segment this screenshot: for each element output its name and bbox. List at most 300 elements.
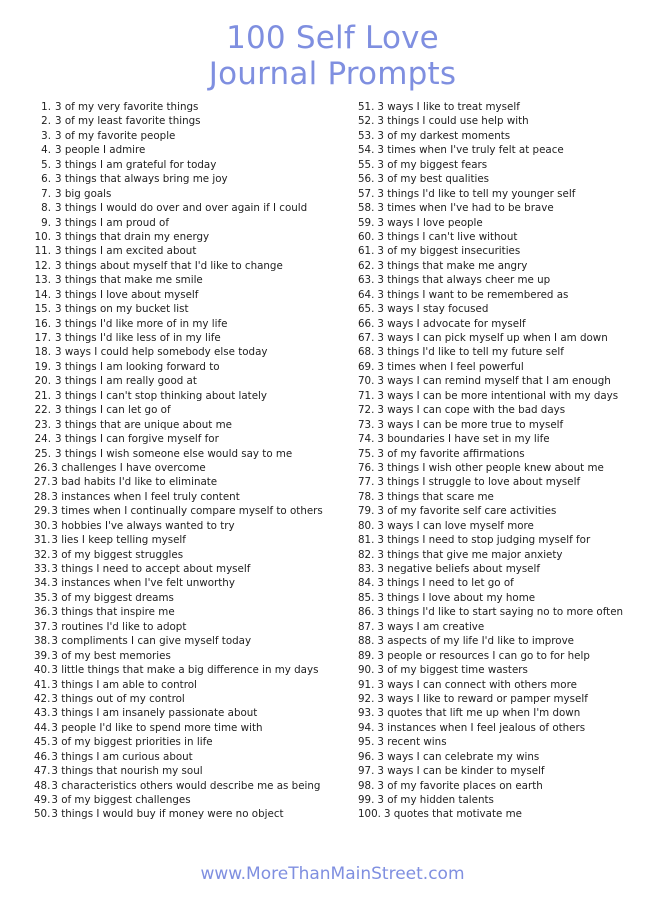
prompt-text: 3 times when I feel powerful — [377, 360, 524, 373]
prompt-text: 3 little things that make a big difference in my days — [51, 664, 319, 677]
prompt-text: 3 things I am able to control — [51, 678, 197, 691]
prompt-text: 3 big goals — [55, 187, 112, 200]
prompt-item — [358, 620, 658, 634]
prompt-text: 3 things I love about my home — [377, 591, 536, 604]
prompt-item — [34, 678, 334, 692]
prompt-text: 3 ways I can connect with others more — [377, 678, 577, 691]
prompt-number: 78. — [358, 490, 375, 503]
prompt-item — [34, 562, 334, 576]
prompt-number: 11. — [34, 245, 51, 258]
prompt-text: 3 routines I'd like to adopt — [51, 620, 187, 633]
page-title-line-2: Journal Prompts — [208, 56, 457, 92]
prompt-text: 3 things I wish someone else would say to me — [55, 447, 293, 460]
prompt-item — [358, 490, 658, 504]
prompt-item — [358, 302, 658, 316]
prompt-number: 47. — [34, 765, 51, 778]
prompt-text: 3 times when I've truly felt at peace — [377, 144, 564, 157]
prompt-item — [358, 114, 658, 128]
prompt-number: 43. — [34, 707, 51, 720]
prompt-number: 54. — [358, 144, 375, 157]
prompt-item — [34, 374, 334, 388]
prompt-number: 65. — [358, 303, 375, 316]
prompt-number: 10. — [34, 230, 51, 243]
prompt-text: 3 hobbies I've always wanted to try — [51, 519, 235, 532]
prompt-text: 3 things I'd like more of in my life — [55, 317, 228, 330]
prompt-number: 74. — [358, 433, 375, 446]
prompt-number: 1. — [41, 101, 51, 113]
prompt-number: 58. — [358, 202, 375, 215]
prompt-number: 7. — [41, 187, 51, 200]
prompt-text: 3 things that are unique about me — [55, 418, 232, 431]
prompt-text: 3 things I'd like to start saying no to more often — [377, 606, 624, 619]
prompt-text: 3 things I love about myself — [55, 288, 199, 301]
prompt-text: 3 of my favorite places on earth — [377, 779, 543, 792]
prompt-text: 3 of my favorite self care activities — [377, 505, 557, 518]
prompt-item — [34, 663, 334, 677]
prompt-text: 3 negative beliefs about myself — [377, 563, 541, 575]
prompt-item — [34, 447, 334, 461]
prompt-item — [358, 331, 658, 345]
prompt-number: 57. — [358, 187, 375, 200]
prompt-item — [358, 764, 658, 778]
prompt-item — [34, 533, 334, 547]
prompt-item — [358, 706, 658, 720]
prompt-text: 3 things that make me angry — [377, 259, 528, 272]
prompt-number: 70. — [358, 375, 375, 388]
prompt-item — [358, 692, 658, 706]
prompt-item — [358, 259, 658, 273]
prompt-number: 3. — [41, 129, 51, 142]
prompt-number: 39. — [34, 649, 51, 662]
prompt-item — [358, 591, 658, 605]
prompt-number: 33. — [34, 563, 51, 575]
prompt-text: 3 ways I like to treat myself — [377, 101, 520, 113]
prompt-number: 82. — [358, 548, 375, 561]
prompt-item — [358, 678, 658, 692]
prompt-item — [34, 721, 334, 735]
prompt-item — [34, 158, 334, 172]
prompt-item — [358, 735, 658, 749]
prompt-item — [358, 779, 658, 793]
prompt-text: 3 quotes that lift me up when I'm down — [377, 707, 581, 720]
prompt-text: 3 instances when I feel jealous of others — [377, 721, 586, 734]
prompt-number: 2. — [41, 115, 51, 128]
prompt-text: 3 people I'd like to spend more time with — [51, 721, 263, 734]
prompt-number: 91. — [358, 678, 375, 691]
prompt-item — [358, 374, 658, 388]
prompt-item — [358, 461, 658, 475]
prompt-text: 3 ways I can celebrate my wins — [377, 750, 540, 763]
prompt-text: 3 times when I continually compare myself to others — [51, 505, 323, 518]
prompt-text: 3 ways I can cope with the bad days — [377, 404, 566, 417]
prompt-item — [358, 447, 658, 461]
prompt-item — [34, 490, 334, 504]
prompt-number: 34. — [34, 577, 51, 590]
prompt-item — [358, 663, 658, 677]
prompt-text: 3 characteristics others would describe me as being — [51, 779, 321, 792]
prompt-number: 38. — [34, 635, 51, 648]
prompt-text: 3 of my darkest moments — [377, 129, 511, 142]
prompt-number: 71. — [358, 389, 375, 402]
prompt-text: 3 things that scare me — [377, 490, 494, 503]
prompt-item — [34, 807, 334, 821]
prompt-number: 84. — [358, 577, 375, 590]
prompt-text: 3 things that always bring me joy — [55, 173, 228, 186]
prompt-number: 41. — [34, 678, 51, 691]
prompt-number: 30. — [34, 519, 51, 532]
prompt-number: 17. — [34, 332, 51, 344]
prompt-number: 73. — [358, 418, 375, 431]
prompt-number: 29. — [34, 505, 51, 518]
prompt-number: 25. — [34, 447, 51, 460]
prompt-text: 3 instances when I feel truly content — [51, 490, 240, 503]
prompt-text: 3 things I would do over and over again if I could — [55, 202, 308, 215]
prompt-text: 3 of my biggest priorities in life — [51, 736, 213, 749]
prompt-item — [34, 389, 334, 403]
prompt-number: 89. — [358, 649, 375, 662]
prompt-item — [34, 288, 334, 302]
prompt-number: 26. — [34, 461, 51, 474]
prompt-text: 3 of my biggest dreams — [51, 591, 174, 604]
prompt-text: 3 things out of my control — [51, 692, 185, 705]
prompt-item — [358, 807, 658, 821]
prompt-item — [358, 201, 658, 215]
prompt-item — [358, 187, 658, 201]
prompt-item — [358, 721, 658, 735]
prompt-item — [34, 216, 334, 230]
prompt-number: 19. — [34, 360, 51, 373]
prompt-number: 92. — [358, 692, 375, 705]
prompt-item — [358, 216, 658, 230]
prompt-item — [34, 360, 334, 374]
prompt-number: 100. — [358, 808, 381, 821]
prompt-item — [34, 345, 334, 359]
prompt-item — [34, 504, 334, 518]
prompt-number: 83. — [358, 563, 375, 575]
prompt-number: 5. — [41, 158, 51, 171]
prompt-item — [34, 620, 334, 634]
prompt-number: 93. — [358, 707, 375, 720]
prompt-text: 3 quotes that motivate me — [383, 808, 522, 821]
prompt-number: 90. — [358, 664, 375, 677]
prompt-number: 66. — [358, 317, 375, 330]
prompt-text: 3 compliments I can give myself today — [51, 635, 252, 648]
prompt-text: 3 aspects of my life I'd like to improve — [377, 635, 575, 648]
prompt-item — [34, 634, 334, 648]
prompt-text: 3 things that make me smile — [55, 274, 203, 287]
prompt-number: 68. — [358, 346, 375, 359]
prompt-item — [34, 172, 334, 186]
prompt-item — [34, 432, 334, 446]
prompt-number: 42. — [34, 692, 51, 705]
prompt-item — [34, 201, 334, 215]
prompt-text: 3 things that drain my energy — [55, 230, 210, 243]
prompt-item — [358, 244, 658, 258]
prompt-text: 3 things I struggle to love about myself — [377, 476, 581, 489]
prompt-number: 44. — [34, 721, 51, 734]
prompt-list-left — [34, 100, 334, 822]
prompt-text: 3 bad habits I'd like to eliminate — [51, 476, 218, 489]
prompt-item — [358, 143, 658, 157]
prompt-number: 51. — [358, 101, 375, 113]
page-title-line-1: 100 Self Love — [226, 20, 439, 56]
prompt-item — [34, 692, 334, 706]
prompt-number: 8. — [41, 202, 51, 215]
prompt-item — [358, 345, 658, 359]
prompt-item — [358, 504, 658, 518]
prompt-text: 3 recent wins — [377, 736, 447, 749]
prompt-text: 3 ways I can be more true to myself — [377, 418, 564, 431]
prompt-number: 95. — [358, 736, 375, 749]
prompt-number: 45. — [34, 736, 51, 749]
prompt-text: 3 instances when I've felt unworthy — [51, 577, 235, 590]
prompt-text: 3 things I'd like less of in my life — [55, 332, 221, 344]
prompt-item — [34, 779, 334, 793]
prompt-text: 3 things on my bucket list — [55, 303, 189, 316]
prompt-item — [34, 244, 334, 258]
prompt-item — [358, 288, 658, 302]
prompt-number: 35. — [34, 591, 51, 604]
prompt-number: 86. — [358, 606, 375, 619]
prompt-number: 96. — [358, 750, 375, 763]
prompt-item — [34, 793, 334, 807]
prompt-number: 52. — [358, 115, 375, 128]
prompt-number: 6. — [41, 173, 51, 186]
prompt-item — [358, 793, 658, 807]
prompt-text: 3 of my biggest insecurities — [377, 245, 521, 258]
prompt-text: 3 of my best memories — [51, 649, 171, 662]
prompt-item — [34, 259, 334, 273]
prompt-text: 3 things that give me major anxiety — [377, 548, 563, 561]
prompt-text: 3 things I am proud of — [55, 216, 169, 229]
prompt-text: 3 things I need to accept about myself — [51, 563, 251, 575]
prompt-item — [358, 158, 658, 172]
prompt-number: 28. — [34, 490, 51, 503]
prompt-text: 3 of my favorite affirmations — [377, 447, 525, 460]
prompt-number: 60. — [358, 230, 375, 243]
website-url: www.MoreThanMainStreet.com — [200, 864, 465, 884]
prompt-number: 88. — [358, 635, 375, 648]
prompt-text: 3 things I can't stop thinking about lately — [55, 389, 267, 402]
prompt-text: 3 things I'd like to tell my younger self — [377, 187, 576, 200]
prompt-item — [358, 475, 658, 489]
prompt-item — [358, 576, 658, 590]
prompt-text: 3 ways I love people — [377, 216, 483, 229]
prompt-text: 3 times when I've had to be brave — [377, 202, 554, 215]
prompt-number: 85. — [358, 591, 375, 604]
prompt-text: 3 things I am curious about — [51, 750, 193, 763]
prompt-item — [358, 634, 658, 648]
prompt-item — [358, 562, 658, 576]
prompt-item — [34, 317, 334, 331]
prompt-text: 3 ways I am creative — [377, 620, 485, 633]
prompt-text: 3 things I am looking forward to — [55, 360, 220, 373]
prompt-number: 63. — [358, 274, 375, 287]
prompt-item — [358, 100, 658, 114]
prompt-text: 3 ways I can love myself more — [377, 519, 534, 532]
prompt-item — [34, 100, 334, 114]
prompt-number: 21. — [34, 389, 51, 402]
prompt-item — [34, 591, 334, 605]
prompt-number: 99. — [358, 794, 375, 806]
prompt-item — [34, 548, 334, 562]
prompt-item — [358, 129, 658, 143]
prompt-item — [34, 114, 334, 128]
prompt-item — [358, 750, 658, 764]
prompt-text: 3 ways I can remind myself that I am enough — [377, 375, 611, 388]
prompt-number: 79. — [358, 505, 375, 518]
prompt-text: 3 things I am really good at — [55, 375, 197, 388]
prompt-text: 3 of my least favorite things — [55, 115, 201, 128]
prompt-text: 3 lies I keep telling myself — [51, 534, 186, 547]
prompt-number: 61. — [358, 245, 375, 258]
prompt-item — [358, 605, 658, 619]
prompt-text: 3 of my biggest struggles — [51, 548, 184, 561]
prompt-item — [34, 129, 334, 143]
prompt-number: 40. — [34, 664, 51, 677]
prompt-number: 55. — [358, 158, 375, 171]
prompt-item — [358, 273, 658, 287]
prompt-item — [358, 360, 658, 374]
prompt-number: 97. — [358, 765, 375, 778]
prompt-item — [34, 576, 334, 590]
prompt-item — [34, 143, 334, 157]
prompt-text: 3 ways I advocate for myself — [377, 317, 526, 330]
prompt-item — [34, 649, 334, 663]
prompt-text: 3 things I need to stop judging myself for — [377, 534, 591, 547]
prompt-item — [358, 432, 658, 446]
prompt-number: 46. — [34, 750, 51, 763]
prompt-text: 3 things I am grateful for today — [55, 158, 217, 171]
prompt-number: 27. — [34, 476, 51, 489]
prompt-text: 3 ways I can pick myself up when I am down — [377, 332, 608, 344]
prompt-number: 94. — [358, 721, 375, 734]
prompt-number: 18. — [34, 346, 51, 359]
prompt-item — [34, 187, 334, 201]
prompt-number: 24. — [34, 433, 51, 446]
prompt-text: 3 things I am excited about — [55, 245, 197, 258]
prompt-number: 13. — [34, 274, 51, 287]
prompt-text: 3 of my biggest challenges — [51, 794, 191, 806]
prompt-text: 3 things I need to let go of — [377, 577, 514, 590]
prompt-item — [34, 706, 334, 720]
prompt-number: 59. — [358, 216, 375, 229]
prompt-text: 3 things about myself that I'd like to change — [55, 259, 283, 272]
prompt-number: 37. — [34, 620, 51, 633]
prompt-text: 3 of my favorite people — [55, 129, 176, 142]
prompt-text: 3 things I would buy if money were no object — [51, 808, 284, 821]
prompt-text: 3 ways I could help somebody else today — [55, 346, 268, 359]
prompt-number: 50. — [34, 808, 51, 821]
prompt-number: 77. — [358, 476, 375, 489]
prompt-item — [34, 403, 334, 417]
prompt-text: 3 of my hidden talents — [377, 794, 494, 806]
prompt-item — [358, 548, 658, 562]
prompt-item — [34, 230, 334, 244]
prompt-item — [34, 461, 334, 475]
prompt-number: 64. — [358, 288, 375, 301]
prompt-number: 14. — [34, 288, 51, 301]
prompt-number: 12. — [34, 259, 51, 272]
prompt-number: 81. — [358, 534, 375, 547]
prompt-text: 3 things that nourish my soul — [51, 765, 203, 778]
prompt-text: 3 of my very favorite things — [55, 101, 199, 113]
prompt-number: 32. — [34, 548, 51, 561]
prompt-number: 62. — [358, 259, 375, 272]
prompt-text: 3 ways I stay focused — [377, 303, 489, 316]
prompt-number: 15. — [34, 303, 51, 316]
prompt-number: 16. — [34, 317, 51, 330]
prompt-text: 3 ways I can be kinder to myself — [377, 765, 545, 778]
prompt-number: 22. — [34, 404, 51, 417]
prompt-item — [358, 418, 658, 432]
prompt-item — [358, 172, 658, 186]
prompt-number: 76. — [358, 461, 375, 474]
prompt-number: 56. — [358, 173, 375, 186]
prompt-item — [358, 533, 658, 547]
prompt-text: 3 things I want to be remembered as — [377, 288, 569, 301]
prompt-text: 3 of my biggest fears — [377, 158, 488, 171]
prompt-item — [358, 649, 658, 663]
prompt-item — [34, 605, 334, 619]
prompt-text: 3 things I am insanely passionate about — [51, 707, 258, 720]
prompt-number: 69. — [358, 360, 375, 373]
prompt-number: 31. — [34, 534, 51, 547]
prompt-text: 3 ways I can be more intentional with my days — [377, 389, 619, 402]
prompt-item — [358, 389, 658, 403]
prompt-item — [34, 750, 334, 764]
prompt-number: 67. — [358, 332, 375, 344]
prompt-item — [358, 403, 658, 417]
prompt-text: 3 things I can forgive myself for — [55, 433, 219, 446]
prompt-number: 53. — [358, 129, 375, 142]
prompt-item — [358, 317, 658, 331]
prompt-number: 75. — [358, 447, 375, 460]
prompt-number: 49. — [34, 794, 51, 806]
prompt-number: 87. — [358, 620, 375, 633]
prompt-text: 3 things I'd like to tell my future self — [377, 346, 564, 359]
prompt-text: 3 things I could use help with — [377, 115, 529, 128]
prompt-item — [34, 735, 334, 749]
prompt-number: 20. — [34, 375, 51, 388]
prompt-text: 3 people or resources I can go to for help — [377, 649, 590, 662]
prompt-number: 48. — [34, 779, 51, 792]
prompt-text: 3 challenges I have overcome — [51, 461, 206, 474]
prompt-text: 3 things I can't live without — [377, 230, 518, 243]
prompt-number: 80. — [358, 519, 375, 532]
prompt-number: 9. — [41, 216, 51, 229]
prompt-text: 3 things I can let go of — [55, 404, 171, 417]
prompt-item — [34, 418, 334, 432]
prompt-text: 3 boundaries I have set in my life — [377, 433, 550, 446]
prompt-item — [34, 302, 334, 316]
prompt-text: 3 ways I like to reward or pamper myself — [377, 692, 588, 705]
prompt-text: 3 of my best qualities — [377, 173, 490, 186]
prompt-item — [34, 273, 334, 287]
prompt-item — [34, 519, 334, 533]
prompt-item — [34, 764, 334, 778]
prompt-text: 3 things that always cheer me up — [377, 274, 551, 287]
prompt-number: 98. — [358, 779, 375, 792]
prompt-item — [358, 519, 658, 533]
prompt-list-right — [358, 100, 658, 822]
prompt-text: 3 of my biggest time wasters — [377, 664, 528, 677]
prompt-item — [34, 475, 334, 489]
prompt-text: 3 things that inspire me — [51, 606, 175, 619]
prompt-number: 72. — [358, 404, 375, 417]
prompt-text: 3 things I wish other people knew about me — [377, 461, 604, 474]
prompt-number: 23. — [34, 418, 51, 431]
